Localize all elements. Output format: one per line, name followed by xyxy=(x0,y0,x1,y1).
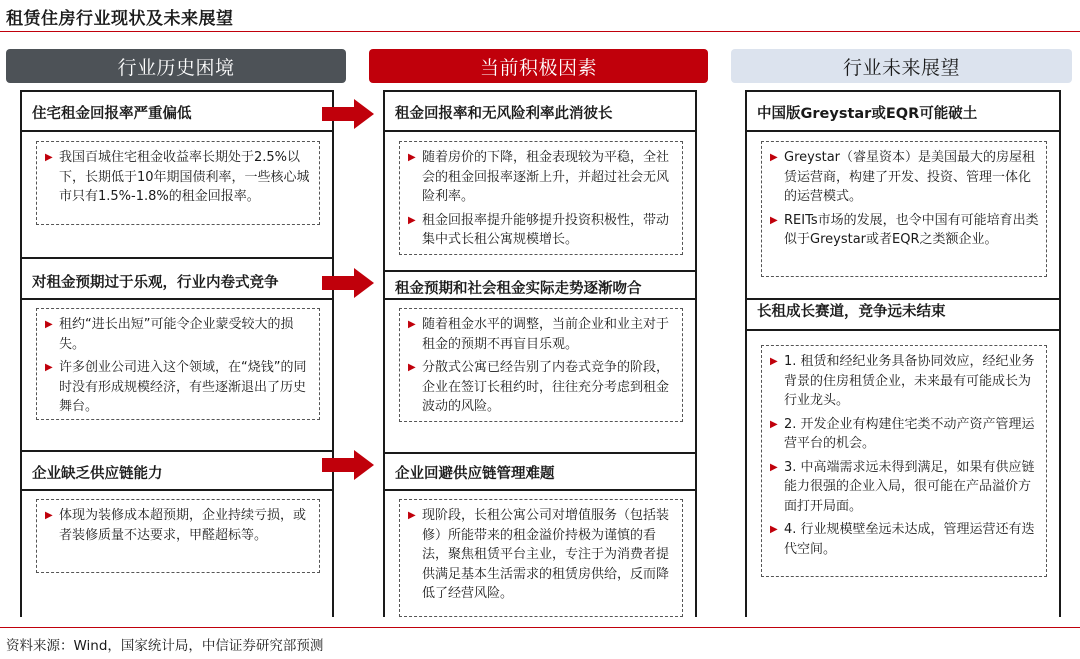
list-item: ▶ 3. 中高端需求远未得到满足，如果有供应链能力很强的企业入局，很可能在产品溢价方面打开局面。 xyxy=(770,458,1040,517)
section-divider xyxy=(22,298,332,300)
triangle-bullet-icon: ▶ xyxy=(770,461,778,473)
list-item: ▶ 租金回报率提升能够提升投资积极性，带动集中式长租公寓规模增长。 xyxy=(408,211,676,250)
section-title: 企业回避供应链管理难题 xyxy=(395,466,555,482)
column-positive-factors xyxy=(369,49,708,619)
triangle-bullet-icon: ▶ xyxy=(770,152,778,163)
arrow-right-icon xyxy=(322,450,374,480)
bullet-box xyxy=(399,141,683,255)
triangle-bullet-icon: ▶ xyxy=(45,319,53,330)
arrow-right-icon xyxy=(322,268,374,298)
column-outlook xyxy=(731,49,1072,619)
section-divider xyxy=(22,450,332,452)
list-item: ▶ 分散式公寓已经告别了内卷式竞争的阶段，企业在签订长租约时，往往充分考虑到租金波动的风险。 xyxy=(408,358,676,417)
bullet-box xyxy=(36,499,320,573)
column-body xyxy=(383,90,697,617)
column-body xyxy=(745,90,1061,617)
triangle-bullet-icon: ▶ xyxy=(45,510,53,521)
section-divider xyxy=(385,90,695,92)
arrow-right-icon xyxy=(322,99,374,129)
triangle-bullet-icon: ▶ xyxy=(45,152,53,163)
list-item: ▶ 我国百城住宅租金收益率长期处于2.5%以下，长期低于10年期国债利率，一些核心城市只有1.5%-1.8%的租金回报率。 xyxy=(45,148,313,207)
page-title: 租赁住房行业现状及未来展望 xyxy=(6,9,234,29)
triangle-bullet-icon: ▶ xyxy=(45,362,53,373)
list-item: ▶ 4. 行业规模壁垒远未达成，管理运营还有迭代空间。 xyxy=(770,520,1040,559)
triangle-bullet-icon: ▶ xyxy=(770,524,778,535)
list-item: ▶ Greystar（睿星资本）是美国最大的房屋租赁运营商，构建了开发、投资、管理一体化的运营模式。 xyxy=(770,148,1040,207)
column-header: 行业历史困境 xyxy=(6,49,346,83)
list-item: ▶ 随着房价的下降，租金表现较为平稳，全社会的租金回报率逐渐上升，并超过社会无风险利率。 xyxy=(408,148,676,207)
section-divider xyxy=(22,130,332,132)
column-header: 当前积极因素 xyxy=(369,49,708,83)
section-divider xyxy=(747,90,1059,92)
section-divider xyxy=(385,270,695,272)
triangle-bullet-icon: ▶ xyxy=(408,319,416,330)
section-title: 对租金预期过于乐观，行业内卷式竞争 xyxy=(32,275,279,291)
list-item: ▶ 2. 开发企业有构建住宅类不动产资产管理运营平台的机会。 xyxy=(770,415,1040,454)
section-title: 租金预期和社会租金实际走势逐渐吻合 xyxy=(395,281,642,297)
bullet-box xyxy=(36,308,320,420)
triangle-bullet-icon: ▶ xyxy=(408,214,416,226)
list-item: ▶ 随着租金水平的调整，当前企业和业主对于租金的预期不再盲目乐观。 xyxy=(408,315,676,354)
column-header: 行业未来展望 xyxy=(731,49,1072,83)
section-divider xyxy=(747,130,1059,132)
list-item: ▶ 体现为装修成本超预期，企业持续亏损，或者装修质量不达要求，甲醛超标等。 xyxy=(45,506,313,545)
list-item: ▶ 现阶段，长租公寓公司对增值服务（包括装修）所能带来的租金溢价持极为谨慎的看法，聚焦租赁平台主业，专注于为消费者提供满足基本生活需求的租赁房供给，反而降低了经营风险。 xyxy=(408,506,676,604)
section-divider xyxy=(385,452,695,454)
footer-divider xyxy=(0,627,1080,628)
column-body xyxy=(20,90,334,617)
list-item: ▶ 1. 租赁和经纪业务具备协同效应，经纪业务背景的住房租赁企业，未来最有可能成长为行业龙头。 xyxy=(770,352,1040,411)
list-item: ▶ 租约“进长出短”可能令企业蒙受较大的损失。 xyxy=(45,315,313,354)
section-divider xyxy=(385,130,695,132)
source-note: 资料来源：Wind，国家统计局，中信证券研究部预测 xyxy=(6,638,324,654)
bullet-box xyxy=(36,141,320,225)
triangle-bullet-icon: ▶ xyxy=(408,362,416,373)
triangle-bullet-icon: ▶ xyxy=(770,418,778,430)
title-divider xyxy=(0,31,1080,32)
list-item: ▶ REITs市场的发展，也令中国有可能培育出类似于Greystar或者EQR之类额企业。 xyxy=(770,211,1040,250)
section-title: 中国版Greystar或EQR可能破土 xyxy=(757,106,978,122)
section-title: 长租成长赛道，竞争远未结束 xyxy=(757,304,946,320)
section-divider xyxy=(22,90,332,92)
triangle-bullet-icon: ▶ xyxy=(408,152,416,163)
section-divider xyxy=(22,489,332,491)
section-title: 住宅租金回报率严重偏低 xyxy=(32,106,192,122)
triangle-bullet-icon: ▶ xyxy=(770,214,778,226)
column-history xyxy=(6,49,346,619)
triangle-bullet-icon: ▶ xyxy=(408,510,416,521)
section-divider xyxy=(747,329,1059,331)
section-divider xyxy=(385,298,695,300)
triangle-bullet-icon: ▶ xyxy=(770,356,778,367)
bullet-box xyxy=(399,499,683,617)
section-divider xyxy=(22,257,332,259)
section-divider xyxy=(385,489,695,491)
bullet-box xyxy=(761,345,1047,577)
list-item: ▶ 许多创业公司进入这个领域，在“烧钱”的同时没有形成规模经济，有些逐渐退出了历史舞台。 xyxy=(45,358,313,417)
section-title: 租金回报率和无风险利率此消彼长 xyxy=(395,106,613,122)
bullet-box xyxy=(399,308,683,422)
section-title: 企业缺乏供应链能力 xyxy=(32,466,163,482)
bullet-box xyxy=(761,141,1047,277)
